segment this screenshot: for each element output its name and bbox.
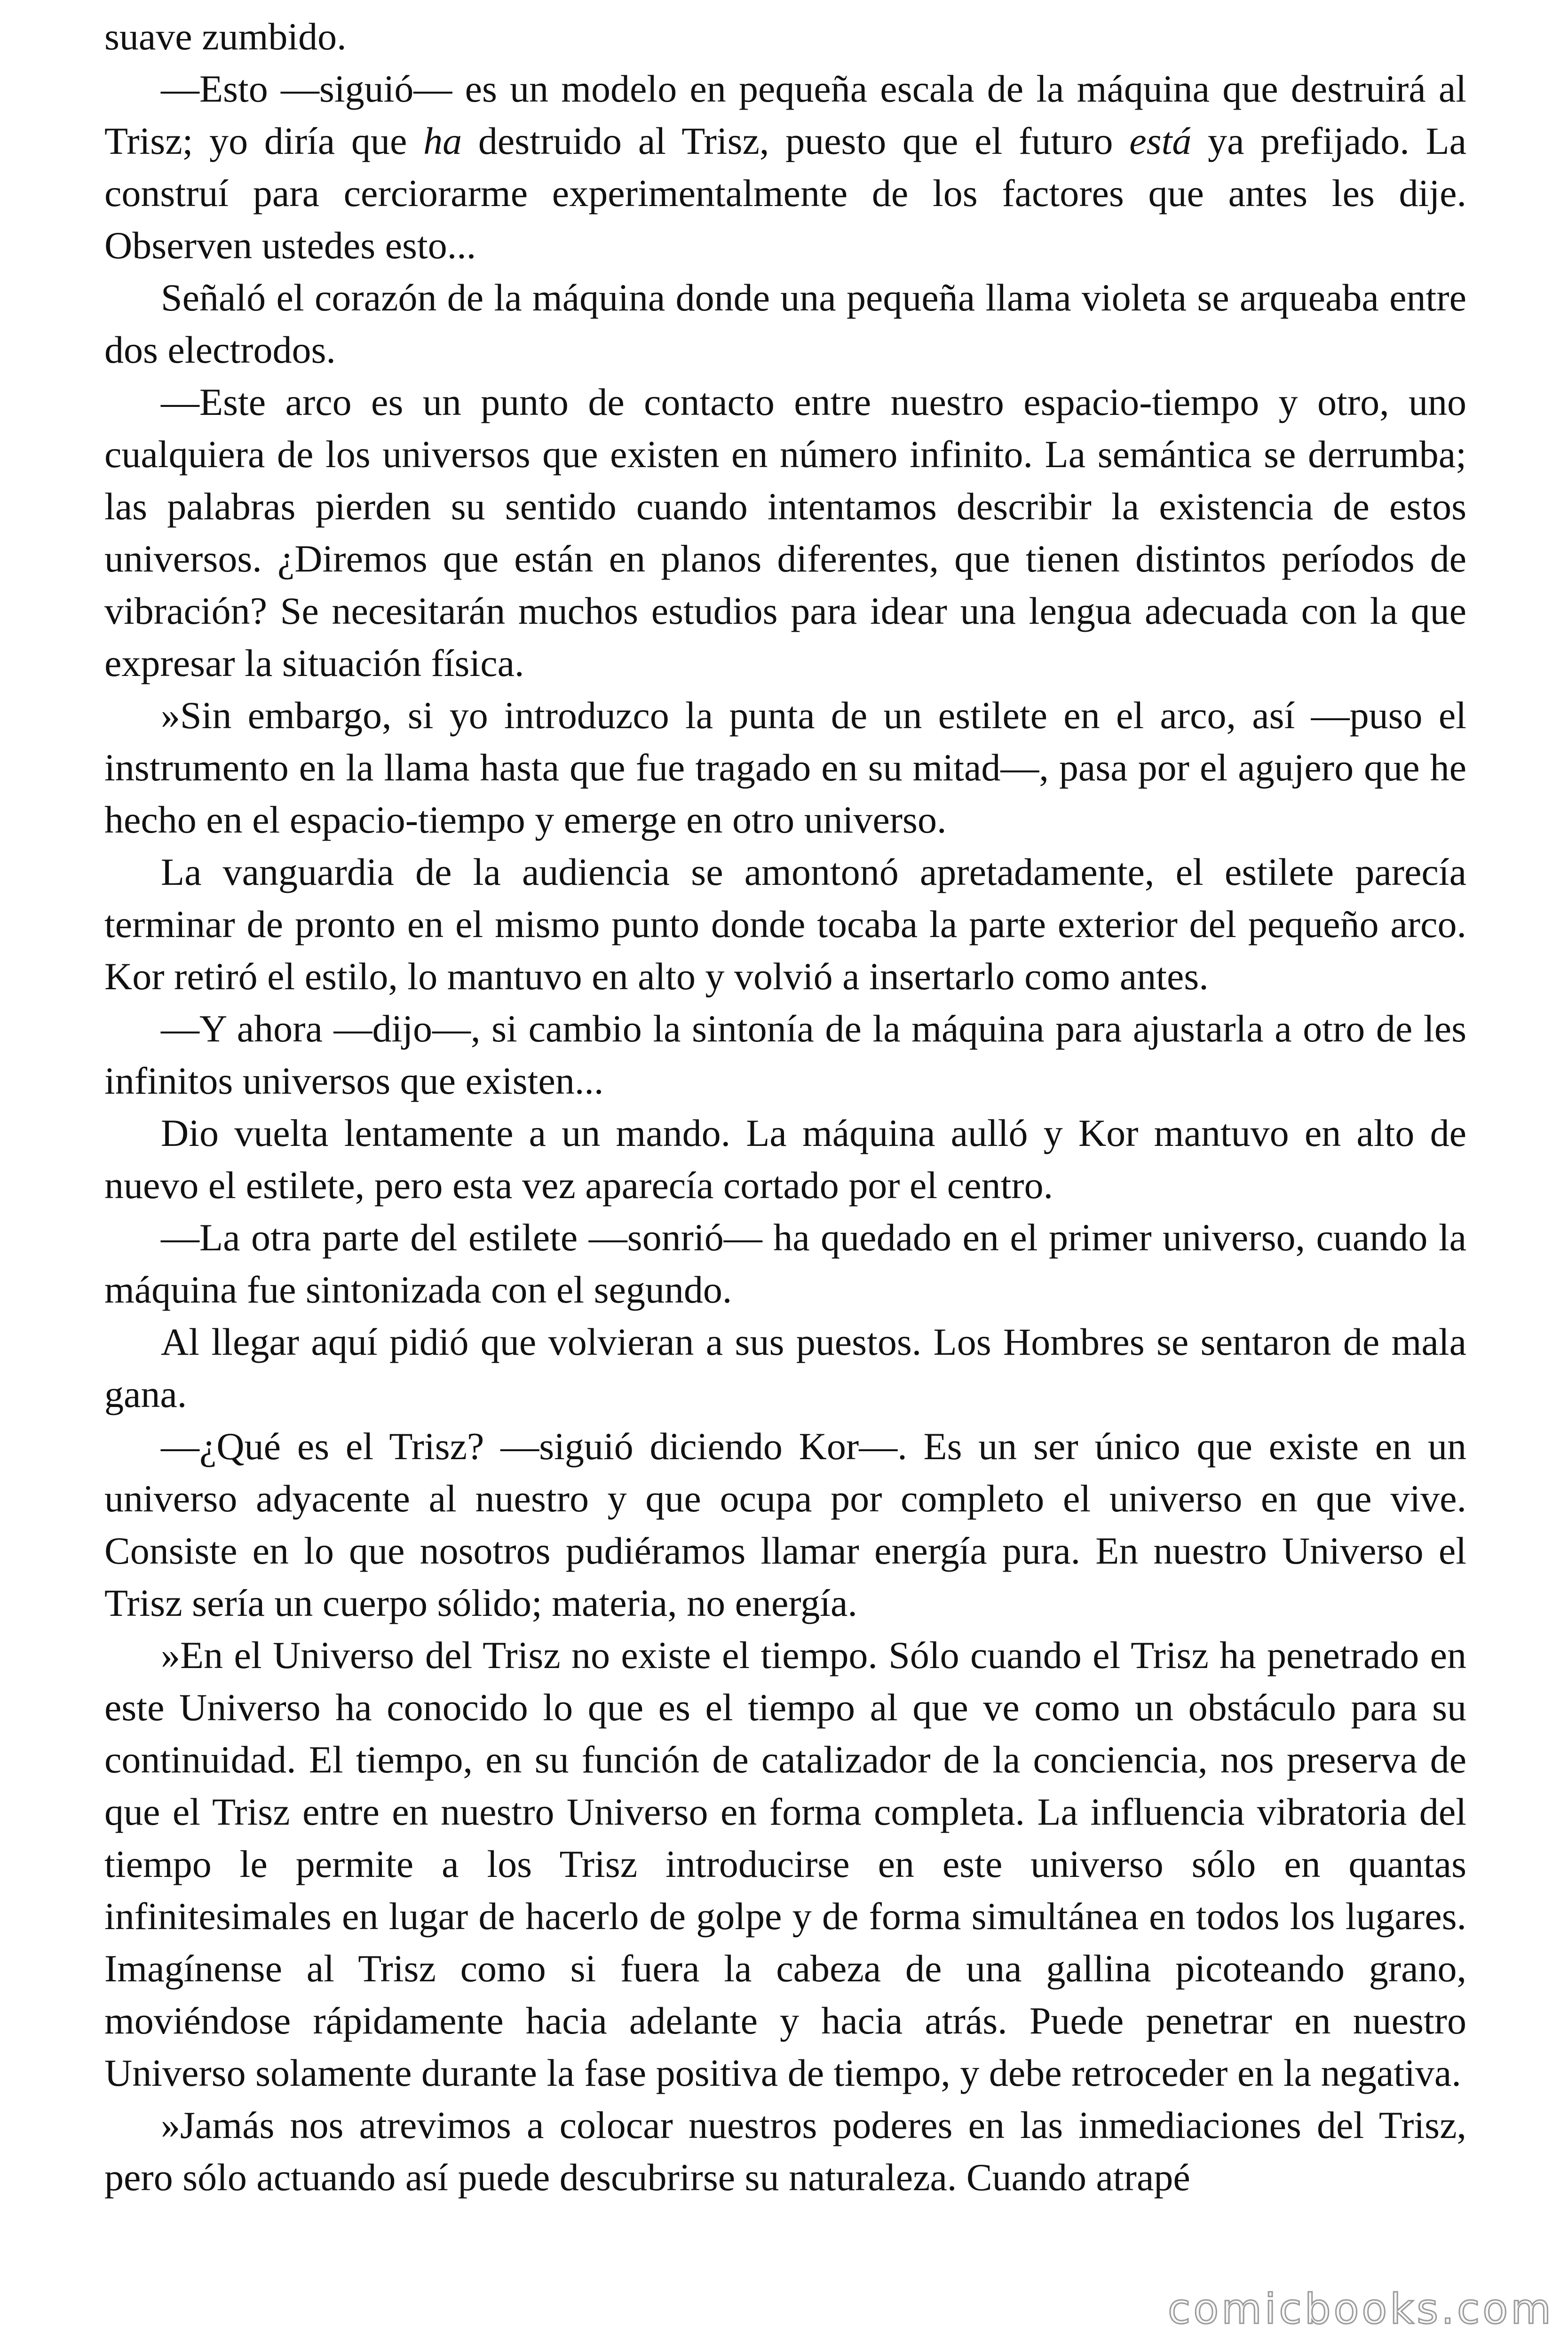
paragraph-10: —¿Qué es el Trisz? —siguió diciendo Kor—. Es un ser único que existe en un universo adyacente al nuestro y que ocupa por completo el universo en que vive. Consiste en lo que nosotros pudiéramos llamar energía pura. En nuestro Universo el Trisz sería un cuerpo sólido; materia, no energía. xyxy=(104,1425,1466,1624)
paragraph-11: »En el Universo del Trisz no existe el tiempo. Sólo cuando el Trisz ha penetrado en este Universo ha conocido lo que es el tiempo al que ve como un obstáculo para su continuidad. El tiempo, en su función de catalizador de la conciencia, nos preserva de que el Trisz entre en nuestro Universo en forma completa. La influencia vibratoria del tiempo le permite a los Trisz introducirse en este universo sólo en quantas infinitesimales en lugar de hacerlo de golpe y de forma simultánea en todos los lugares. Imagínense al Trisz como si fuera la cabeza de una gallina picoteando grano, moviéndose rápidamente hacia adelante y hacia atrás. Puede penetrar en nuestro Universo solamente durante la fase positiva de tiempo, y debe retroceder en la negativa. xyxy=(104,1634,1466,2094)
book-page-text xyxy=(104,10,1466,2203)
paragraph-4: »Sin embargo, si yo introduzco la punta de un estilete en el arco, así —puso el instrumento en la llama hasta que fue tragado en su mitad—, pasa por el agujero que he hecho en el espacio-tiempo y emerge en otro universo. xyxy=(104,694,1466,841)
paragraph-0: suave zumbido. xyxy=(104,15,347,58)
paragraph-1-segment: ya prefijado. La construí para cerciorarme experimentalmente de los factores que antes les dije. Observen ustedes esto... xyxy=(104,119,1466,267)
paragraph-1-italic-esta: está xyxy=(1129,119,1192,162)
watermark-logo: comicbooks.com xyxy=(1167,2285,1554,2333)
paragraph-2: Señaló el corazón de la máquina donde una pequeña llama violeta se arqueaba entre dos electrodos. xyxy=(104,276,1466,371)
paragraph-6: —Y ahora —dijo—, si cambio la sintonía de la máquina para ajustarla a otro de les infinitos universos que existen... xyxy=(104,1007,1466,1102)
paragraph-1-italic-ha: ha xyxy=(423,119,462,162)
paragraph-3: —Este arco es un punto de contacto entre nuestro espacio-tiempo y otro, uno cualquiera de los universos que existen en número infinito. La semántica se derrumba; las palabras pierden su sentido cuando intentamos describir la existencia de estos universos. ¿Diremos que están en planos diferentes, que tienen distintos períodos de vibración? Se necesitarán muchos estudios para idear una lengua adecuada con la que expresar la situación física. xyxy=(104,381,1466,684)
paragraph-8: —La otra parte del estilete —sonrió— ha quedado en el primer universo, cuando la máquina fue sintonizada con el segundo. xyxy=(104,1216,1466,1311)
paragraph-7: Dio vuelta lentamente a un mando. La máquina aulló y Kor mantuvo en alto de nuevo el estilete, pero esta vez aparecía cortado por el centro. xyxy=(104,1112,1466,1207)
paragraph-1-segment: —Esto —siguió— es un modelo en pequeña escala de la máquina que destruirá al Trisz; yo diría que xyxy=(104,67,1466,162)
paragraph-5: La vanguardia de la audiencia se amontonó apretadamente, el estilete parecía terminar de pronto en el mismo punto donde tocaba la parte exterior del pequeño arco. Kor retiró el estilo, lo mantuvo en alto y volvió a insertarlo como antes. xyxy=(104,850,1466,998)
paragraph-1-segment: destruido al Trisz, puesto que el futuro xyxy=(462,119,1130,162)
paragraph-1 xyxy=(104,63,1466,271)
paragraph-12: »Jamás nos atrevimos a colocar nuestros poderes en las inmediaciones del Trisz, pero sólo actuando así puede descubrirse su naturaleza. Cuando atrapé xyxy=(104,2104,1466,2199)
paragraph-9: Al llegar aquí pidió que volvieran a sus puestos. Los Hombres se sentaron de mala gana. xyxy=(104,1320,1466,1415)
